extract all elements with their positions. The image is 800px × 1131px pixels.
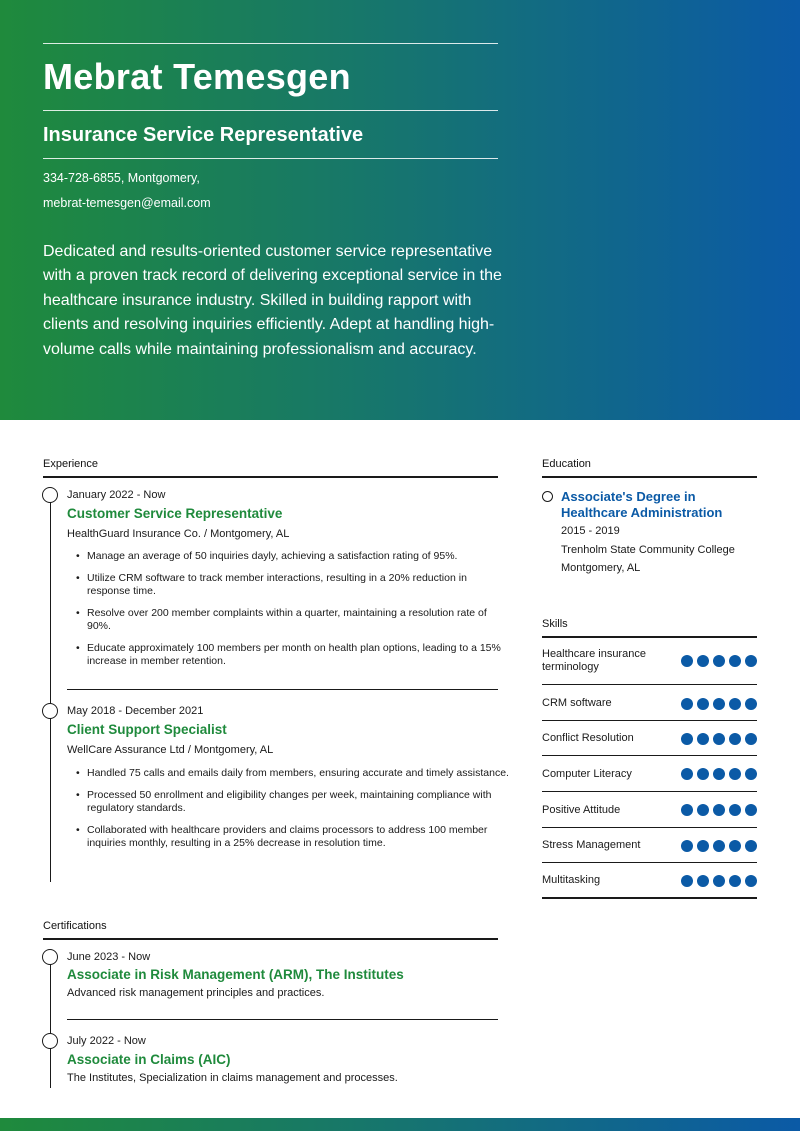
education-location: Montgomery, AL xyxy=(561,562,641,574)
job-date: January 2022 - Now xyxy=(67,489,166,501)
skill-divider xyxy=(542,897,757,899)
certification-description: Advanced risk management principles and practices. xyxy=(67,987,325,999)
skill-level-dot xyxy=(697,875,709,887)
job-bullet: • Educate approximately 100 members per month on health plan options, leading to a 15% increase in member retention. xyxy=(67,642,512,668)
job-bullet: • Handled 75 calls and emails daily from members, ensuring accurate and timely assistance. xyxy=(67,767,517,780)
job-bullet: • Manage an average of 50 inquiries dayly, achieving a satisfaction rating of 95%. xyxy=(67,550,512,563)
skill-level-dot xyxy=(713,655,725,667)
skill-name: Multitasking xyxy=(542,874,601,886)
skill-row xyxy=(542,792,757,828)
skill-level-dot xyxy=(697,768,709,780)
skill-level-dot xyxy=(745,875,757,887)
candidate-name: Mebrat Temesgen xyxy=(43,56,351,97)
certifications-heading: Certifications xyxy=(43,920,107,932)
education-degree: Associate's Degree in Healthcare Administration xyxy=(561,489,723,520)
certification-date: July 2022 - Now xyxy=(67,1035,146,1047)
education-rule xyxy=(542,476,757,478)
skill-level-dots xyxy=(681,655,757,667)
certification-date: June 2023 - Now xyxy=(67,951,151,963)
skill-level-dot xyxy=(745,768,757,780)
job-date: May 2018 - December 2021 xyxy=(67,705,204,717)
skill-level-dot xyxy=(681,840,693,852)
skill-row xyxy=(542,721,757,756)
certification-title: Associate in Claims (AIC) xyxy=(67,1052,231,1067)
skill-level-dot xyxy=(697,698,709,710)
skill-row xyxy=(542,863,757,898)
contact-email: mebrat-temesgen@email.com xyxy=(43,196,211,210)
header-rule-top xyxy=(43,43,498,44)
skill-level-dot xyxy=(729,804,741,816)
skill-level-dots xyxy=(681,840,757,852)
skill-level-dot xyxy=(745,733,757,745)
timeline-dot xyxy=(42,949,58,965)
job-bullet: • Processed 50 enrollment and eligibility changes per week, maintaining compliance with regulatory standards. xyxy=(67,789,517,815)
skill-level-dot xyxy=(729,768,741,780)
skill-name: Stress Management xyxy=(542,839,641,851)
experience-heading: Experience xyxy=(43,458,99,470)
header-rule-middle xyxy=(43,110,498,111)
experience-rule xyxy=(43,476,498,478)
skill-level-dot xyxy=(713,804,725,816)
skill-row xyxy=(542,756,757,792)
skill-level-dot xyxy=(729,875,741,887)
skill-row xyxy=(542,637,757,685)
contact-phone-location: 334-728-6855, Montgomery, xyxy=(43,171,200,185)
skill-level-dot xyxy=(729,698,741,710)
skill-level-dot xyxy=(729,840,741,852)
skill-level-dot xyxy=(681,733,693,745)
job-company: WellCare Assurance Ltd / Montgomery, AL xyxy=(67,744,274,756)
skill-level-dot xyxy=(713,698,725,710)
skill-level-dot xyxy=(745,698,757,710)
skill-row xyxy=(542,828,757,863)
education-dot xyxy=(542,491,553,502)
certifications-rule xyxy=(43,938,498,940)
profile-summary: Dedicated and results-oriented customer service representative with a proven track record of delivering exceptional service in the healthcare insurance industry. Skilled in building rapport with clients and resolving inquiries efficiently. Adept at handling high-volume calls while maintaining professionalism and accuracy. xyxy=(43,243,502,358)
job-company: HealthGuard Insurance Co. / Montgomery, AL xyxy=(67,528,290,540)
job-bullet: • Collaborated with healthcare providers and claims processors to address 100 member inquiries monthly, resulting in a 25% decrease in resolution time. xyxy=(67,824,517,850)
skills-heading: Skills xyxy=(542,618,568,630)
skill-level-dot xyxy=(729,655,741,667)
job-bullet: • Utilize CRM software to track member interactions, resulting in a 20% reduction in response time. xyxy=(67,572,512,598)
job-divider xyxy=(67,689,498,690)
skill-level-dot xyxy=(745,840,757,852)
skill-level-dot xyxy=(745,804,757,816)
skill-level-dot xyxy=(697,840,709,852)
resume-header xyxy=(0,0,800,420)
skill-level-dot xyxy=(681,655,693,667)
skill-level-dot xyxy=(697,655,709,667)
skill-divider xyxy=(542,684,757,685)
skill-level-dots xyxy=(681,733,757,745)
skill-level-dot xyxy=(697,804,709,816)
skill-level-dot xyxy=(697,733,709,745)
header-rule-bottom xyxy=(43,158,498,159)
skill-level-dots xyxy=(681,698,757,710)
skill-name: CRM software xyxy=(542,697,612,709)
skill-level-dot xyxy=(681,698,693,710)
timeline-dot xyxy=(42,487,58,503)
skill-level-dot xyxy=(681,768,693,780)
job-headline: Insurance Service Representative xyxy=(43,124,364,146)
skill-level-dots xyxy=(681,768,757,780)
job-bullets xyxy=(67,767,517,859)
education-years: 2015 - 2019 xyxy=(561,525,620,537)
certification-divider xyxy=(67,1019,498,1020)
certifications-timeline-line xyxy=(50,958,52,1088)
skill-level-dot xyxy=(745,655,757,667)
skill-name: Computer Literacy xyxy=(542,767,632,780)
skill-name: Positive Attitude xyxy=(542,803,621,816)
skill-name: Healthcare insurance terminology xyxy=(542,648,646,673)
skill-level-dot xyxy=(713,840,725,852)
skill-level-dot xyxy=(713,875,725,887)
job-title: Customer Service Representative xyxy=(67,506,283,521)
skill-row xyxy=(542,686,757,721)
timeline-dot xyxy=(42,703,58,719)
education-school: Trenholm State Community College xyxy=(561,544,735,556)
skill-level-dot xyxy=(713,768,725,780)
skill-level-dot xyxy=(713,733,725,745)
timeline-dot xyxy=(42,1033,58,1049)
skill-level-dot xyxy=(729,733,741,745)
certification-description: The Institutes, Specialization in claims management and processes. xyxy=(67,1072,398,1084)
skill-level-dot xyxy=(681,875,693,887)
experience-timeline-line xyxy=(50,498,52,882)
job-title: Client Support Specialist xyxy=(67,722,227,737)
job-bullet: • Resolve over 200 member complaints within a quarter, maintaining a resolution rate of 90%. xyxy=(67,607,512,633)
skill-name: Conflict Resolution xyxy=(542,732,634,744)
education-heading: Education xyxy=(542,458,591,470)
certification-title: Associate in Risk Management (ARM), The Institutes xyxy=(67,967,404,982)
footer-bar xyxy=(0,1118,800,1131)
skill-level-dots xyxy=(681,804,757,816)
skill-level-dots xyxy=(681,875,757,887)
skill-level-dot xyxy=(681,804,693,816)
job-bullets xyxy=(67,550,512,677)
